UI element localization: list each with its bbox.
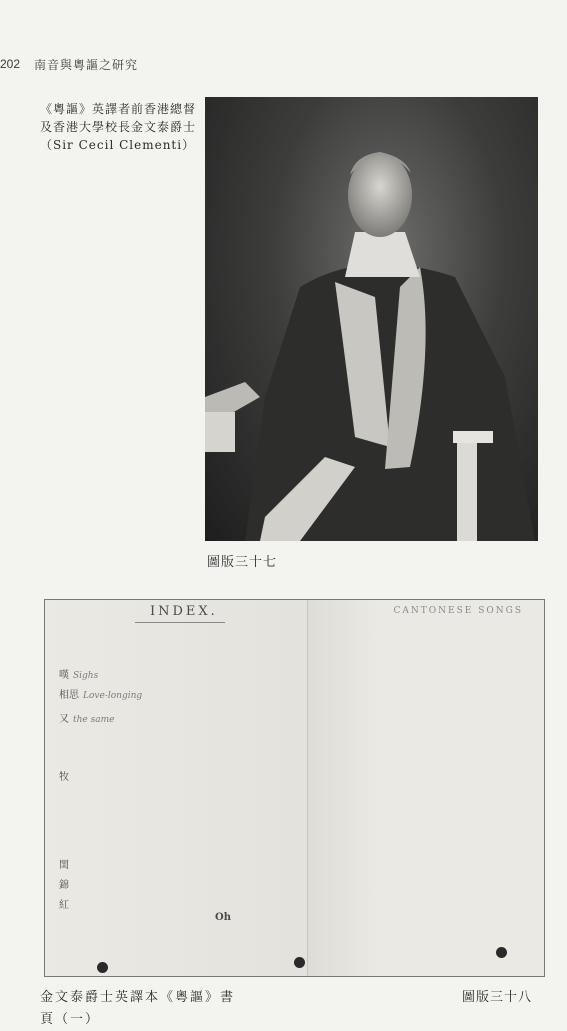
index-row <box>173 834 176 845</box>
page-number: 202 <box>0 57 21 71</box>
index-row <box>173 712 176 723</box>
portrait-caption: 《粵謳》英譯者前香港總督及香港大學校長金文泰爵士（Sir Cecil Clementi） <box>40 102 197 152</box>
index-row <box>173 928 176 939</box>
book-spread-image <box>44 599 545 977</box>
page-header <box>0 54 138 74</box>
index-row <box>173 854 176 865</box>
book-songs-page <box>307 600 545 976</box>
index-row <box>59 914 63 925</box>
index-row <box>173 886 176 897</box>
index-row <box>59 928 63 939</box>
punch-hole <box>97 962 108 973</box>
index-row <box>173 752 176 763</box>
portrait-illustration <box>205 97 538 541</box>
index-section-heading: Oh <box>215 912 231 923</box>
book-caption: 金文泰爵士英譯本《粵謳》書頁（一） <box>40 990 236 1027</box>
index-title: INDEX. <box>150 604 218 619</box>
index-row <box>173 732 176 743</box>
plate-label-38: 圖版三十八 <box>462 990 533 1005</box>
songs-page-title: CANTONESE SONGS <box>393 606 523 616</box>
index-row <box>173 666 176 677</box>
index-row: 嘆 Sighs <box>59 670 99 681</box>
index-row <box>59 944 63 955</box>
index-row <box>173 870 176 881</box>
index-row <box>173 692 176 703</box>
plate-label-37: 圖版三十七 <box>207 555 278 570</box>
index-row: 相思 Love-longing <box>59 690 143 701</box>
index-row <box>173 944 176 955</box>
index-row: 牧 <box>59 772 69 783</box>
punch-hole <box>496 947 507 958</box>
index-row <box>59 798 63 809</box>
index-row <box>59 960 63 971</box>
index-row <box>173 814 176 825</box>
index-row <box>173 772 176 783</box>
book-index-page <box>45 600 307 976</box>
index-row: 又 the same <box>59 714 115 725</box>
index-row <box>59 814 63 825</box>
index-row <box>59 834 63 845</box>
portrait-photo <box>205 97 538 541</box>
index-rule <box>135 622 225 623</box>
index-row <box>59 728 63 739</box>
index-row: 閨 <box>59 860 69 871</box>
index-row: 錦 <box>59 880 69 891</box>
index-row: 紅 <box>59 900 69 911</box>
punch-hole <box>294 957 305 968</box>
index-row <box>173 794 176 805</box>
index-row <box>59 784 63 795</box>
running-title: 南音與粵謳之研究 <box>34 57 139 72</box>
